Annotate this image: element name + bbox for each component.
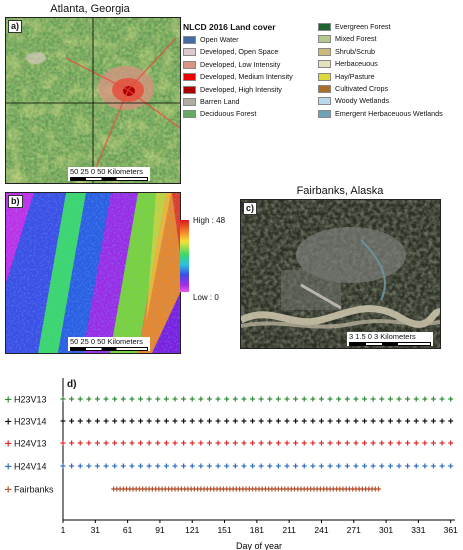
acquisition-mark [276,441,281,446]
acquisition-mark [371,441,376,446]
acquisition-mark [388,441,393,446]
acquisition-mark [431,419,436,424]
legend-swatch [318,23,331,31]
legend-swatch [183,61,196,69]
legend-item-label: Cultivated Crops [335,84,389,93]
observation-count-image [6,193,180,353]
acquisition-mark [414,464,419,469]
acquisition-mark [250,464,255,469]
acquisition-mark [250,397,255,402]
legend-item-label: Shrub/Scrub [335,46,375,56]
acquisition-mark [173,397,178,402]
legend-item-label: Developed, Medium Intensity [200,72,293,82]
acquisition-mark [155,464,160,469]
x-tick-label: 91 [155,525,165,535]
acquisition-mark [198,464,203,469]
acquisition-mark [86,419,91,424]
acquisition-mark [95,464,100,469]
legend-item [318,59,378,68]
acquisition-dates-chart [0,370,463,550]
acquisition-mark [388,419,393,424]
series-marker-icon: + [4,461,13,473]
legend-item [318,47,375,56]
acquisition-mark [173,441,178,446]
acquisition-mark [61,419,66,424]
x-tick-label: 1 [60,525,66,535]
acquisition-mark [112,419,117,424]
acquisition-mark [241,464,246,469]
series-label: H23V13 [14,394,47,405]
acquisition-mark [371,397,376,402]
acquisition-mark [440,397,445,402]
legend-item [183,85,282,94]
legend-item-label: Hay/Pasture [335,71,375,81]
acquisition-mark [224,464,229,469]
acquisition-mark [198,397,203,402]
acquisition-mark [69,419,74,424]
legend-swatch [318,73,331,81]
acquisition-mark [397,397,402,402]
acquisition-mark [440,464,445,469]
legend-swatch [318,85,331,93]
acquisition-mark [78,397,83,402]
panel-a-title: Atlanta, Georgia [50,3,130,15]
acquisition-mark [121,464,126,469]
acquisition-mark [69,397,74,402]
legend-item-label: Woody Wetlands [335,96,390,106]
series-marker-icon: + [4,394,13,406]
acquisition-mark [104,464,109,469]
acquisition-mark [388,397,393,402]
acquisition-mark [328,419,333,424]
acquisition-mark [233,464,238,469]
panel-a-scale-bar [68,167,150,181]
acquisition-mark [259,441,264,446]
acquisition-mark [302,441,307,446]
x-tick-label: 181 [249,525,264,535]
acquisition-mark [422,441,427,446]
acquisition-mark [285,419,290,424]
acquisition-mark [328,397,333,402]
acquisition-mark [61,441,66,446]
acquisition-mark [112,441,117,446]
acquisition-mark [353,441,358,446]
acquisition-mark [78,464,83,469]
acquisition-mark [293,441,298,446]
acquisition-mark [276,464,281,469]
acquisition-mark [181,397,186,402]
acquisition-mark [138,397,143,402]
acquisition-mark [267,441,272,446]
panel-c-title: Fairbanks, Alaska [296,185,384,197]
acquisition-mark [353,397,358,402]
acquisition-mark [164,464,169,469]
acquisition-mark [267,419,272,424]
acquisition-mark [190,397,195,402]
acquisition-mark [414,419,419,424]
acquisition-mark [173,419,178,424]
acquisition-mark [164,397,169,402]
acquisition-mark [376,487,381,492]
x-tick-label: 271 [346,525,361,535]
acquisition-mark [293,397,298,402]
acquisition-mark [422,419,427,424]
acquisition-mark [147,464,152,469]
acquisition-mark [78,419,83,424]
acquisition-mark [129,464,134,469]
acquisition-mark [336,441,341,446]
acquisition-mark [233,419,238,424]
x-tick-label: 331 [411,525,426,535]
acquisition-mark [147,419,152,424]
colorbar-low-label: Low : 0 [193,293,219,302]
series-marker-icon: + [4,484,13,496]
acquisition-mark [440,419,445,424]
acquisition-mark [328,441,333,446]
acquisition-mark [129,397,134,402]
acquisition-mark [414,397,419,402]
acquisition-mark [121,441,126,446]
acquisition-mark [448,419,453,424]
acquisition-mark [362,419,367,424]
acquisition-mark [69,464,74,469]
acquisition-mark [138,441,143,446]
acquisition-mark [345,441,350,446]
legend-item-label: Evergreen Forest [335,22,391,31]
acquisition-mark [138,464,143,469]
acquisition-mark [302,397,307,402]
legend-swatch [183,73,196,81]
acquisition-mark [147,397,152,402]
acquisition-mark [155,441,160,446]
acquisition-mark [147,441,152,446]
x-tick-label: 31 [90,525,101,535]
acquisition-mark [95,419,100,424]
acquisition-mark [448,397,453,402]
panel-b-scale-text: 50 25 0 50 Kilometers [70,337,143,346]
legend-swatch [183,36,196,44]
acquisition-mark [362,464,367,469]
acquisition-mark [121,397,126,402]
panel-c-scale-text: 3 1.5 0 3 Kilometers [349,332,416,341]
acquisition-mark [302,464,307,469]
observation-colorbar [180,220,189,292]
acquisition-mark [319,441,324,446]
acquisition-mark [216,464,221,469]
acquisition-mark [293,464,298,469]
acquisition-mark [250,419,255,424]
acquisition-mark [241,397,246,402]
acquisition-mark [379,464,384,469]
x-axis-label: Day of year [235,541,283,550]
acquisition-mark [241,419,246,424]
series-marker-icon: + [4,438,13,450]
acquisition-mark [112,397,117,402]
series-marker-icon: + [4,416,13,428]
panel-b-label: b) [8,195,23,208]
acquisition-mark [397,419,402,424]
acquisition-mark [216,441,221,446]
acquisition-mark [224,397,229,402]
panel-d-label: d) [67,379,77,390]
acquisition-mark [216,419,221,424]
legend-swatch [318,97,331,105]
acquisition-mark [207,419,212,424]
acquisition-mark [336,419,341,424]
acquisition-mark [448,464,453,469]
x-tick-label: 121 [185,525,200,535]
acquisition-mark [138,419,143,424]
panel-a-scale-text: 50 25 0 50 Kilometers [70,167,143,176]
acquisition-mark [371,464,376,469]
legend-item-label: Emergent Herbaceuous Wetlands [335,108,443,118]
panel-c-scale-bar [347,332,433,346]
acquisition-mark [207,464,212,469]
acquisition-mark [241,441,246,446]
legend-item [318,96,389,105]
acquisition-mark [190,464,195,469]
legend-swatch [183,48,196,56]
legend-item [318,72,375,81]
legend-item [318,22,391,31]
acquisition-mark [310,441,315,446]
acquisition-mark [353,464,358,469]
acquisition-mark [405,419,410,424]
acquisition-mark [379,419,384,424]
acquisition-mark [345,419,350,424]
acquisition-mark [173,464,178,469]
acquisition-mark [250,441,255,446]
acquisition-mark [422,464,427,469]
acquisition-mark [190,419,195,424]
acquisition-mark [61,464,66,469]
legend-item-label: Herbaceuous [335,59,378,69]
acquisition-mark [267,464,272,469]
acquisition-mark [431,441,436,446]
legend-title: NLCD 2016 Land cover [183,22,276,32]
legend-item [183,97,240,106]
acquisition-mark [233,397,238,402]
acquisition-mark [405,441,410,446]
acquisition-mark [328,464,333,469]
acquisition-mark [164,441,169,446]
acquisition-mark [371,419,376,424]
acquisition-mark [422,397,427,402]
acquisition-mark [379,397,384,402]
legend-item [183,35,238,44]
acquisition-mark [95,441,100,446]
acquisition-mark [414,441,419,446]
acquisition-mark [224,441,229,446]
legend-item [183,109,256,118]
series-label: H24V13 [14,438,47,449]
acquisition-mark [345,397,350,402]
colorbar-high-label: High : 48 [193,216,226,225]
legend-item-label: Open Water [200,35,239,44]
legend-item-label: Developed, Open Space [200,47,279,57]
acquisition-mark [431,464,436,469]
acquisition-mark [388,464,393,469]
fairbanks-satellite-image [240,199,441,349]
x-tick-label: 361 [443,525,458,535]
acquisition-mark [207,397,212,402]
acquisition-mark [336,464,341,469]
acquisition-mark [233,441,238,446]
legend-item-label: Deciduous Forest [200,109,257,119]
series-label: Fairbanks [14,484,54,495]
atlanta-map-image [6,18,180,183]
acquisition-mark [362,397,367,402]
acquisition-mark [198,441,203,446]
legend-item [318,109,443,118]
acquisition-mark [61,397,66,402]
acquisition-mark [448,441,453,446]
legend-item [318,84,388,93]
acquisition-mark [104,419,109,424]
x-tick-label: 301 [378,525,394,535]
legend-swatch [318,110,331,118]
legend-item [183,72,293,81]
acquisition-mark [86,464,91,469]
acquisition-mark [310,397,315,402]
acquisition-mark [336,397,341,402]
legend-item [318,34,377,43]
acquisition-mark [155,397,160,402]
acquisition-mark [86,397,91,402]
acquisition-mark [362,441,367,446]
acquisition-mark [345,464,350,469]
acquisition-mark [397,441,402,446]
acquisition-mark [104,441,109,446]
acquisition-mark [319,397,324,402]
acquisition-mark [379,441,384,446]
legend-swatch [183,86,196,94]
acquisition-mark [285,441,290,446]
x-tick-label: 241 [314,525,329,535]
legend-swatch [318,35,331,43]
acquisition-mark [353,419,358,424]
acquisition-mark [69,441,74,446]
acquisition-mark [207,441,212,446]
panel-a-label: a) [8,20,22,33]
legend-item-label: Developed, High Intensity [200,84,282,94]
acquisition-mark [86,441,91,446]
legend-item-label: Developed, Low Intensity [200,59,281,69]
series-label: H24V14 [14,461,47,472]
acquisition-mark [293,419,298,424]
acquisition-mark [259,419,264,424]
acquisition-mark [181,464,186,469]
acquisition-mark [155,419,160,424]
legend-item-label: Barren Land [200,97,240,106]
acquisition-mark [190,441,195,446]
acquisition-mark [259,397,264,402]
x-tick-label: 211 [282,525,296,535]
legend-item [183,60,280,69]
x-tick-label: 61 [122,525,133,535]
acquisition-mark [276,397,281,402]
acquisition-mark [397,464,402,469]
legend-swatch [318,60,331,68]
acquisition-mark [302,419,307,424]
acquisition-mark [181,441,186,446]
acquisition-mark [310,419,315,424]
acquisition-mark [164,419,169,424]
acquisition-mark [181,419,186,424]
acquisition-mark [129,419,134,424]
acquisition-mark [431,397,436,402]
acquisition-mark [259,464,264,469]
fairbanks-image [241,200,440,348]
observation-count-map [5,192,181,354]
acquisition-mark [112,464,117,469]
legend-swatch [318,48,331,56]
panel-c-label: c) [243,202,257,215]
acquisition-mark [319,419,324,424]
legend-swatch [183,98,196,106]
legend-swatch [183,110,196,118]
acquisition-mark [216,397,221,402]
legend-item-label: Mixed Forest [335,34,377,44]
acquisition-mark [104,397,109,402]
legend-item [183,47,278,56]
acquisition-mark [95,397,100,402]
acquisition-mark [224,419,229,424]
acquisition-mark [198,419,203,424]
atlanta-land-cover-map [5,17,181,184]
panel-b-scale-bar [68,337,150,351]
acquisition-mark [276,419,281,424]
acquisition-mark [310,464,315,469]
series-label: H23V14 [14,416,47,427]
acquisition-mark [440,441,445,446]
acquisition-mark [285,397,290,402]
acquisition-mark [405,397,410,402]
acquisition-mark [121,419,126,424]
acquisition-mark [267,397,272,402]
acquisition-mark [129,441,134,446]
acquisition-mark [78,441,83,446]
acquisition-mark [405,464,410,469]
acquisition-mark [285,464,290,469]
x-tick-label: 151 [217,525,232,535]
acquisition-mark [319,464,324,469]
